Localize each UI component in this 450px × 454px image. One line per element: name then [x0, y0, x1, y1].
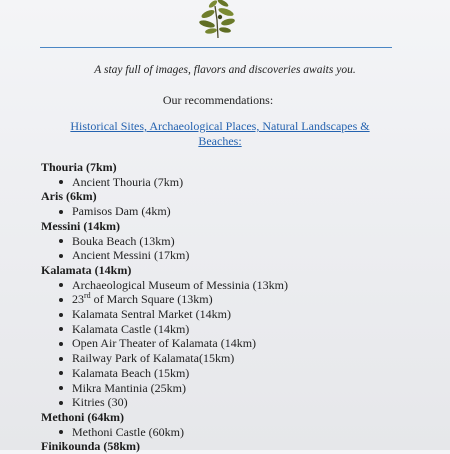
places-list [41, 160, 441, 454]
place-items [41, 204, 441, 219]
list-item: Methoni Castle (60km) [41, 425, 441, 440]
recommendations-title: Our recommendations: [162, 93, 274, 107]
list-item: Archaeological Museum of Messinia (13km) [41, 278, 441, 293]
place-items [41, 278, 441, 410]
olive-branch-icon [193, 0, 243, 40]
list-item: Bouka Beach (13km) [41, 234, 441, 249]
place-heading: Kalamata (14km) [41, 262, 132, 277]
place-heading: Thouria (7km) [41, 160, 117, 174]
list-item-with-ordinal: 23rd of March Square (13km) [41, 292, 441, 307]
header-divider [40, 47, 392, 48]
categories-link[interactable] [50, 119, 390, 149]
place-items [41, 234, 441, 263]
list-item: Ancient Messini (17km) [41, 248, 441, 263]
place-heading: Methoni (64km) [41, 409, 124, 424]
place-items [41, 425, 441, 440]
categories-line-2: Beaches: [198, 134, 242, 148]
list-item: Kalamata Beach (15km) [41, 366, 441, 381]
list-item: Pamisos Dam (4km) [41, 204, 441, 219]
categories-line-1: Historical Sites, Archaeological Places, Natural Landscapes & [70, 119, 370, 133]
place-heading: Finikounda (58km) [41, 439, 141, 454]
list-item: Ancient Thouria (7km) [41, 175, 441, 190]
place-heading: Aris (6km) [41, 189, 97, 204]
list-item: Open Air Theater of Kalamata (14km) [41, 336, 441, 351]
place-items [41, 175, 441, 190]
list-item: Kitries (30) [41, 395, 441, 410]
list-item: Mikra Mantinia (25km) [41, 381, 441, 396]
list-item: Railway Park of Kalamata(15km) [41, 351, 441, 366]
list-item: Kalamata Sentral Market (14km) [41, 307, 441, 322]
tagline: A stay full of images, flavors and discoveries awaits you. [94, 64, 356, 76]
place-heading: Messini (14km) [41, 218, 120, 233]
list-item: Kalamata Castle (14km) [41, 322, 441, 337]
